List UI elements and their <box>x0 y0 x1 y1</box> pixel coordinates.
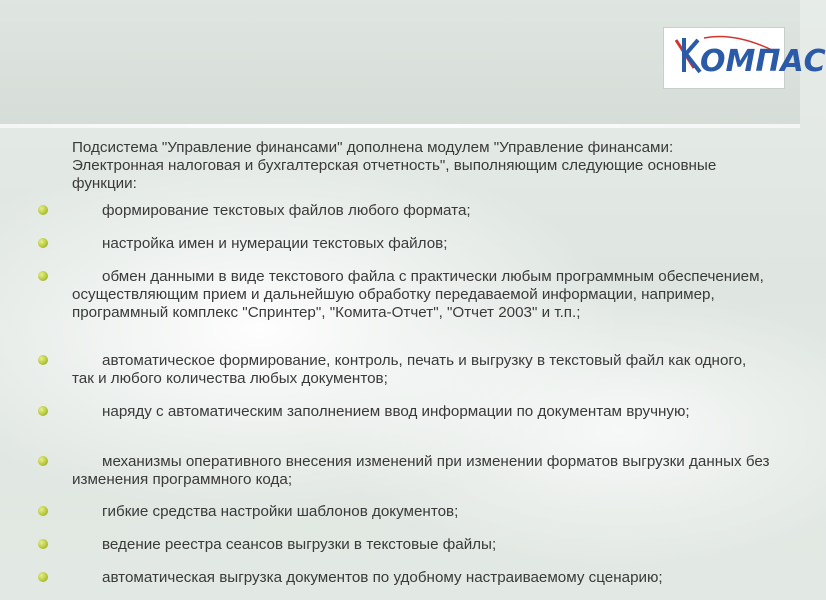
list-item: формирование текстовых файлов любого формата; <box>72 202 772 220</box>
intro-paragraph: Подсистема "Управление финансами" дополнена модулем "Управление финансами: Электронная налоговая и бухгалтерская отчетность", выполняющим следующие основные функции: <box>72 139 717 192</box>
bullet-icon <box>38 506 48 516</box>
bullet-icon <box>38 456 48 466</box>
bullet-icon <box>38 572 48 582</box>
list-item: настройка имен и нумерации текстовых файлов; <box>72 235 772 253</box>
bullet-icon <box>38 539 48 549</box>
bullet-icon <box>38 406 48 416</box>
list-item: механизмы оперативного внесения изменений при изменении форматов выгрузки данных без изменения программного кода; <box>72 453 772 489</box>
list-item: автоматическое формирование, контроль, печать и выгрузку в текстовый файл как одного, так и любого количества любых документов; <box>72 352 772 388</box>
bullet-icon <box>38 355 48 365</box>
logo-text: ОМПАС <box>700 44 826 79</box>
list-item: обмен данными в виде текстового файла с практически любым программным обеспечением, осуществляющим прием и дальнейшую обработку передаваемой информации, например, программный комплекс "Спринтер", "Комита-Отчет", "Отчет 2003" и т.п.; <box>72 268 772 322</box>
bullet-icon <box>38 238 48 248</box>
list-item: наряду с автоматическим заполнением ввод информации по документам вручную; <box>72 403 772 421</box>
list-item: автоматическая выгрузка документов по удобному настраиваемому сценарию; <box>72 569 772 587</box>
list-item: гибкие средства настройки шаблонов документов; <box>72 503 772 521</box>
bullet-icon <box>38 205 48 215</box>
list-item: ведение реестра сеансов выгрузки в текстовые файлы; <box>72 536 772 554</box>
bullet-icon <box>38 271 48 281</box>
